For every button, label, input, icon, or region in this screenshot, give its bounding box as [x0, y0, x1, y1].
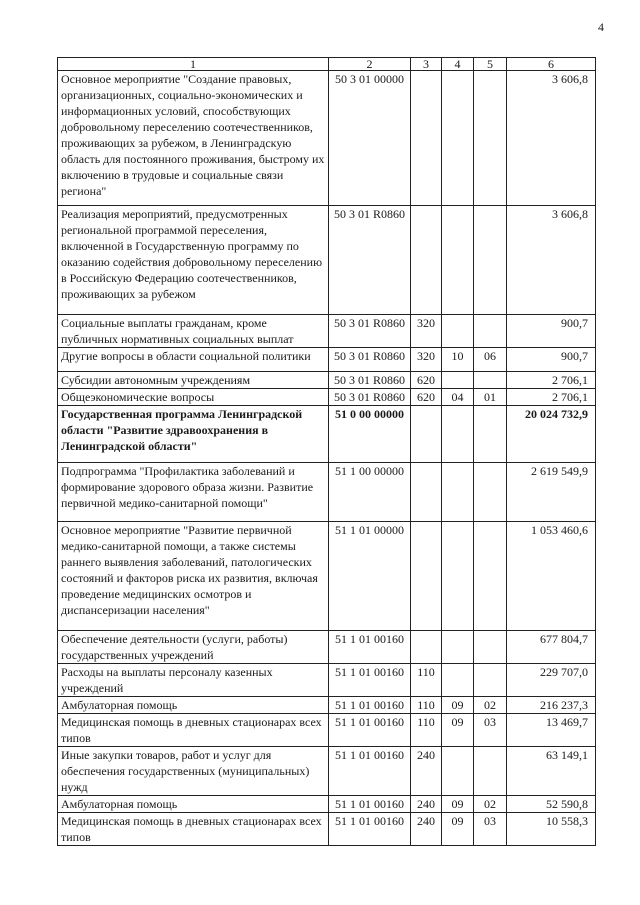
table-row	[58, 389, 596, 406]
amount-cell: 3 606,8	[507, 206, 596, 315]
subsection-cell	[474, 71, 507, 206]
header-col-4: 4	[442, 58, 474, 71]
row-name-cell: Реализация мероприятий, предусмотренных региональной программой переселения, включенной в Государственную программу по оказанию содействия добровольному переселению в Российскую Федерацию соотечественников, проживающих за рубежом	[58, 206, 329, 315]
amount-cell: 63 149,1	[507, 747, 596, 796]
expense-type-cell	[411, 631, 442, 664]
section-cell: 09	[442, 714, 474, 747]
amount-cell: 3 606,8	[507, 71, 596, 206]
table-row	[58, 71, 596, 206]
row-name-cell: Подпрограмма "Профилактика заболеваний и формирование здорового образа жизни. Развитие первичной медико-санитарной помощи"	[58, 463, 329, 522]
table-row	[58, 463, 596, 522]
amount-cell: 677 804,7	[507, 631, 596, 664]
expense-type-cell: 110	[411, 697, 442, 714]
table-row	[58, 522, 596, 631]
target-code-cell: 51 1 00 00000	[329, 463, 411, 522]
row-name-cell: Субсидии автономным учреждениям	[58, 372, 329, 389]
target-code-cell: 50 3 01 00000	[329, 71, 411, 206]
amount-cell: 900,7	[507, 315, 596, 348]
expense-type-cell: 320	[411, 348, 442, 372]
table-row	[58, 631, 596, 664]
table-row	[58, 813, 596, 846]
target-code-cell: 50 3 01 R0860	[329, 372, 411, 389]
amount-cell: 13 469,7	[507, 714, 596, 747]
row-name-cell: Другие вопросы в области социальной политики	[58, 348, 329, 372]
section-cell	[442, 372, 474, 389]
target-code-cell: 51 1 01 00160	[329, 697, 411, 714]
amount-cell: 229 707,0	[507, 664, 596, 697]
section-cell: 10	[442, 348, 474, 372]
header-col-3: 3	[411, 58, 442, 71]
section-cell: 04	[442, 389, 474, 406]
section-cell	[442, 664, 474, 697]
amount-cell: 10 558,3	[507, 813, 596, 846]
target-code-cell: 51 1 01 00160	[329, 714, 411, 747]
subsection-cell	[474, 315, 507, 348]
subsection-cell: 03	[474, 714, 507, 747]
amount-cell: 900,7	[507, 348, 596, 372]
subsection-cell	[474, 463, 507, 522]
target-code-cell: 50 3 01 R0860	[329, 315, 411, 348]
table-row	[58, 664, 596, 697]
expense-type-cell	[411, 463, 442, 522]
subsection-cell	[474, 747, 507, 796]
table-row	[58, 206, 596, 315]
target-code-cell: 51 0 00 00000	[329, 406, 411, 463]
subsection-cell: 02	[474, 697, 507, 714]
expense-type-cell	[411, 206, 442, 315]
row-name-cell: Обеспечение деятельности (услуги, работы) государственных учреждений	[58, 631, 329, 664]
budget-table	[57, 57, 596, 846]
row-name-cell: Иные закупки товаров, работ и услуг для обеспечения государственных (муниципальных) нужд	[58, 747, 329, 796]
expense-type-cell: 240	[411, 747, 442, 796]
section-cell	[442, 463, 474, 522]
expense-type-cell	[411, 522, 442, 631]
row-name-cell: Основное мероприятие "Создание правовых, организационных, социально-экономических и информационных условий, способствующих добровольному переселению соотечественников, проживающих за рубежом, в Ленинградскую область для постоянного проживания, быстрому их включению в трудовые и социальные связи региона"	[58, 71, 329, 206]
subsection-cell	[474, 406, 507, 463]
table-row	[58, 796, 596, 813]
amount-cell: 216 237,3	[507, 697, 596, 714]
row-name-cell: Медицинская помощь в дневных стационарах всех типов	[58, 813, 329, 846]
row-name-cell: Медицинская помощь в дневных стационарах всех типов	[58, 714, 329, 747]
table-row	[58, 348, 596, 372]
table-row	[58, 697, 596, 714]
table-row	[58, 372, 596, 389]
section-cell	[442, 747, 474, 796]
table-row	[58, 747, 596, 796]
section-cell: 09	[442, 697, 474, 714]
subsection-cell	[474, 206, 507, 315]
subsection-cell	[474, 664, 507, 697]
expense-type-cell: 620	[411, 389, 442, 406]
section-cell	[442, 522, 474, 631]
row-name-cell: Амбулаторная помощь	[58, 697, 329, 714]
amount-cell: 2 619 549,9	[507, 463, 596, 522]
amount-cell: 20 024 732,9	[507, 406, 596, 463]
amount-cell: 2 706,1	[507, 372, 596, 389]
expense-type-cell	[411, 406, 442, 463]
expense-type-cell: 240	[411, 796, 442, 813]
section-cell	[442, 206, 474, 315]
target-code-cell: 50 3 01 R0860	[329, 389, 411, 406]
section-cell	[442, 71, 474, 206]
expense-type-cell	[411, 71, 442, 206]
target-code-cell: 50 3 01 R0860	[329, 206, 411, 315]
header-col-2: 2	[329, 58, 411, 71]
amount-cell: 2 706,1	[507, 389, 596, 406]
section-cell	[442, 631, 474, 664]
expense-type-cell: 240	[411, 813, 442, 846]
row-name-cell: Амбулаторная помощь	[58, 796, 329, 813]
row-name-cell: Государственная программа Ленинградской области "Развитие здравоохранения в Ленинградской области"	[58, 406, 329, 463]
subsection-cell	[474, 522, 507, 631]
section-cell: 09	[442, 796, 474, 813]
expense-type-cell: 110	[411, 714, 442, 747]
expense-type-cell: 110	[411, 664, 442, 697]
target-code-cell: 51 1 01 00160	[329, 813, 411, 846]
target-code-cell: 51 1 01 00160	[329, 664, 411, 697]
expense-type-cell: 620	[411, 372, 442, 389]
amount-cell: 1 053 460,6	[507, 522, 596, 631]
target-code-cell: 51 1 01 00160	[329, 796, 411, 813]
table-row	[58, 714, 596, 747]
section-cell	[442, 406, 474, 463]
subsection-cell: 02	[474, 796, 507, 813]
header-col-5: 5	[474, 58, 507, 71]
row-name-cell: Основное мероприятие "Развитие первичной медико-санитарной помощи, а также системы раннего выявления заболеваний, патологических состояний и факторов риска их развития, включая проведение медицинских осмотров и диспансеризации населения"	[58, 522, 329, 631]
section-cell	[442, 315, 474, 348]
table-row	[58, 406, 596, 463]
header-row	[58, 58, 596, 71]
subsection-cell	[474, 631, 507, 664]
subsection-cell: 01	[474, 389, 507, 406]
table-row	[58, 315, 596, 348]
section-cell: 09	[442, 813, 474, 846]
subsection-cell	[474, 372, 507, 389]
subsection-cell: 03	[474, 813, 507, 846]
target-code-cell: 51 1 01 00160	[329, 747, 411, 796]
page-number: 4	[598, 20, 604, 34]
row-name-cell: Расходы на выплаты персоналу казенных учреждений	[58, 664, 329, 697]
subsection-cell: 06	[474, 348, 507, 372]
target-code-cell: 51 1 01 00160	[329, 631, 411, 664]
amount-cell: 52 590,8	[507, 796, 596, 813]
target-code-cell: 50 3 01 R0860	[329, 348, 411, 372]
header-col-6: 6	[507, 58, 596, 71]
expense-type-cell: 320	[411, 315, 442, 348]
row-name-cell: Общеэкономические вопросы	[58, 389, 329, 406]
target-code-cell: 51 1 01 00000	[329, 522, 411, 631]
row-name-cell: Социальные выплаты гражданам, кроме публичных нормативных социальных выплат	[58, 315, 329, 348]
header-col-1: 1	[58, 58, 329, 71]
